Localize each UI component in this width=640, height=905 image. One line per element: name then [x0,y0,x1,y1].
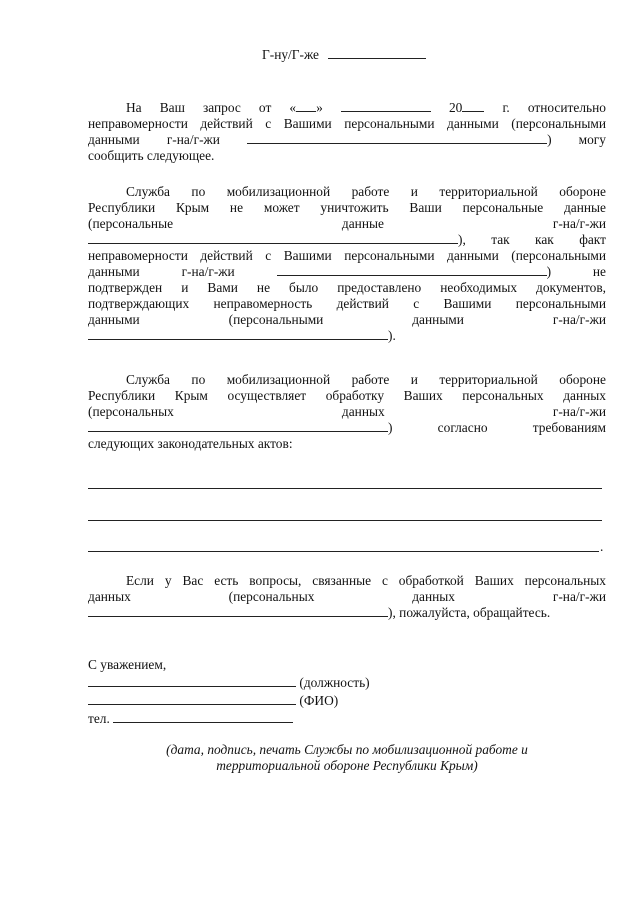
paragraph-request: На Ваш запрос от « » 20 г. относительно неправомерности действий с Вашими персональными данными (персональными данными г-на/г-жи ) могу сообщить следующее. [88,100,606,163]
subject-name-blank[interactable] [88,420,388,432]
phone-blank[interactable] [113,711,293,723]
position-label: (должность) [299,675,370,690]
name-label: (ФИО) [299,693,339,708]
salutation: Г-ну/Г-же [262,47,320,62]
name-blank[interactable] [88,693,296,705]
paragraph-processing: Служба по мобилизационной работе и территориальной обороне Республики Крым осуществляет обработку Ваших персональных данных (персональных данных г-на/г-жи ) согласно требованиям следующих законодательных актов: [88,372,606,451]
subject-name-blank[interactable] [88,328,388,340]
laws-blank-line-1[interactable] [88,488,602,489]
laws-blank-line-2[interactable] [88,520,602,521]
regards-text: С уважением, [88,657,167,672]
position-blank[interactable] [88,675,296,687]
paragraph-cannot-destroy: Служба по мобилизационной работе и территориальной обороне Республики Крым не может уничтожить Ваши персональные данные (персональные данные г-на/г-жи ), так как факт неправомерности действий с Вашими персональными данными (персональными данными г-на/г-жи ) не подтвержден и Вами не было предоставлено необходимых документов, подтверждающих неправомерность действий с Вашими персональными данными (персональными данными г-на/г-жи ). [88,184,606,343]
laws-blank-line-3[interactable] [88,551,599,552]
addressee-line [262,47,426,63]
addressee-blank[interactable] [328,47,426,59]
subject-name-blank[interactable] [277,264,547,276]
paragraph-questions: Если у Вас есть вопросы, связанные с обработкой Ваших персональных данных (персональных данных г-на/г-жи ), пожалуйста, обращайтесь. [88,573,606,620]
phone-row [88,711,293,727]
month-blank[interactable] [341,100,431,112]
name-row [88,693,338,709]
subject-name-blank[interactable] [247,132,547,144]
laws-end-period: . [600,539,604,554]
subject-name-blank[interactable] [88,232,458,244]
subject-name-blank[interactable] [88,605,388,617]
signature-note: (дата, подпись, печать Службы по мобилизационной работе и территориальной обороне Республики Крым) [166,742,528,773]
position-row [88,675,370,691]
year-blank[interactable] [462,100,484,112]
day-blank[interactable] [296,100,316,112]
phone-label: тел. [88,711,110,726]
